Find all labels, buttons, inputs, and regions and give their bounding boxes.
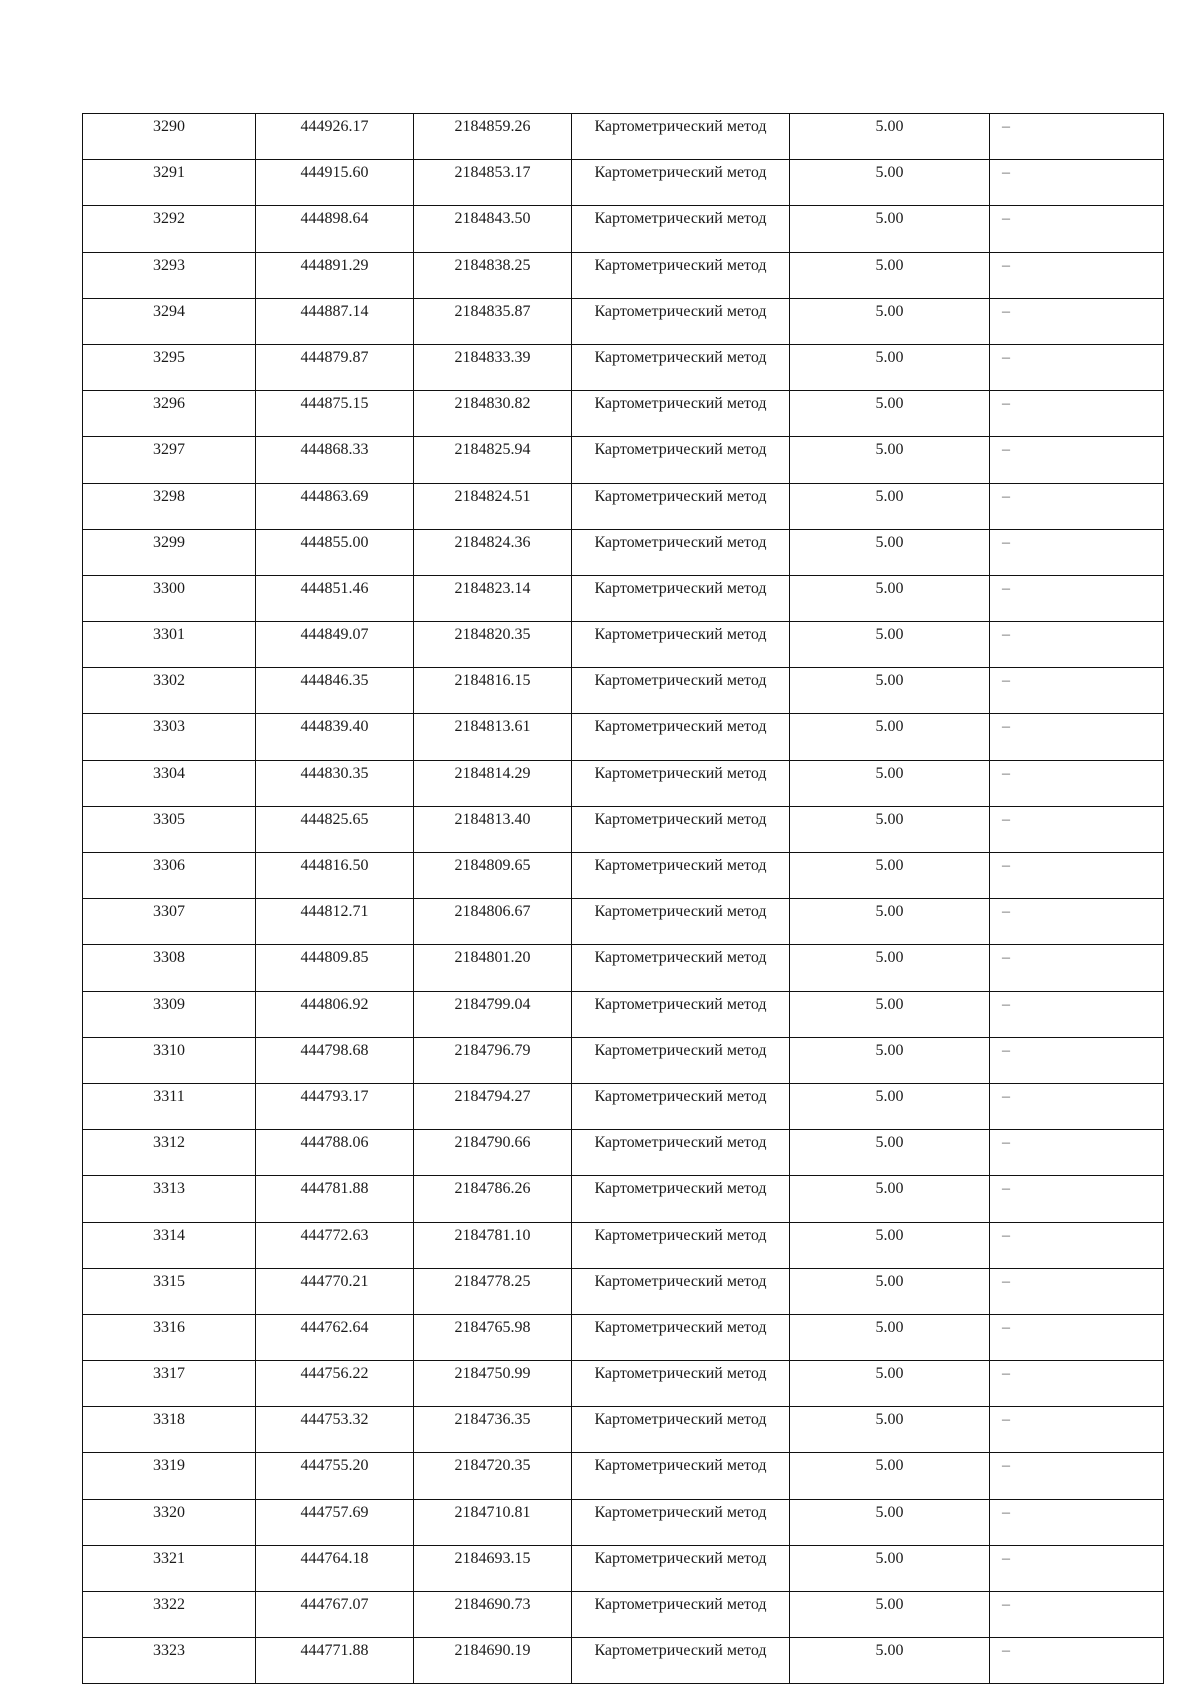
accuracy-cell: 5.00 (790, 114, 990, 160)
y-coordinate-cell: 2184799.04 (414, 991, 572, 1037)
note-cell: – (990, 1638, 1164, 1684)
point-number-cell: 3290 (83, 114, 256, 160)
point-number-cell: 3299 (83, 529, 256, 575)
y-coordinate-cell: 2184833.39 (414, 344, 572, 390)
y-coordinate-cell: 2184693.15 (414, 1545, 572, 1591)
note-cell: – (990, 483, 1164, 529)
note-cell: – (990, 1222, 1164, 1268)
y-coordinate-cell: 2184778.25 (414, 1268, 572, 1314)
note-cell: – (990, 1176, 1164, 1222)
note-cell: – (990, 1314, 1164, 1360)
point-number-cell: 3307 (83, 899, 256, 945)
table-body (83, 114, 1164, 1684)
accuracy-cell: 5.00 (790, 529, 990, 575)
note-cell: – (990, 853, 1164, 899)
table-row (83, 1592, 1164, 1638)
x-coordinate-cell: 444830.35 (256, 760, 414, 806)
accuracy-cell: 5.00 (790, 252, 990, 298)
x-coordinate-cell: 444788.06 (256, 1130, 414, 1176)
method-cell: Картометрический метод (572, 668, 790, 714)
method-cell: Картометрический метод (572, 1361, 790, 1407)
table-row (83, 344, 1164, 390)
accuracy-cell: 5.00 (790, 1407, 990, 1453)
x-coordinate-cell: 444798.68 (256, 1037, 414, 1083)
x-coordinate-cell: 444772.63 (256, 1222, 414, 1268)
y-coordinate-cell: 2184853.17 (414, 160, 572, 206)
y-coordinate-cell: 2184750.99 (414, 1361, 572, 1407)
point-number-cell: 3304 (83, 760, 256, 806)
accuracy-cell: 5.00 (790, 1083, 990, 1129)
table-row (83, 252, 1164, 298)
method-cell: Картометрический метод (572, 575, 790, 621)
x-coordinate-cell: 444855.00 (256, 529, 414, 575)
note-cell: – (990, 298, 1164, 344)
table-row (83, 1222, 1164, 1268)
table-row (83, 806, 1164, 852)
accuracy-cell: 5.00 (790, 760, 990, 806)
method-cell: Картометрический метод (572, 344, 790, 390)
y-coordinate-cell: 2184838.25 (414, 252, 572, 298)
table-row (83, 945, 1164, 991)
point-number-cell: 3295 (83, 344, 256, 390)
x-coordinate-cell: 444762.64 (256, 1314, 414, 1360)
x-coordinate-cell: 444816.50 (256, 853, 414, 899)
point-number-cell: 3321 (83, 1545, 256, 1591)
table-row (83, 1499, 1164, 1545)
table-row (83, 437, 1164, 483)
point-number-cell: 3319 (83, 1453, 256, 1499)
x-coordinate-cell: 444915.60 (256, 160, 414, 206)
table-row (83, 1638, 1164, 1684)
point-number-cell: 3309 (83, 991, 256, 1037)
accuracy-cell: 5.00 (790, 1037, 990, 1083)
note-cell: – (990, 1083, 1164, 1129)
table-row (83, 1176, 1164, 1222)
accuracy-cell: 5.00 (790, 391, 990, 437)
x-coordinate-cell: 444770.21 (256, 1268, 414, 1314)
accuracy-cell: 5.00 (790, 945, 990, 991)
point-number-cell: 3322 (83, 1592, 256, 1638)
x-coordinate-cell: 444809.85 (256, 945, 414, 991)
accuracy-cell: 5.00 (790, 1222, 990, 1268)
method-cell: Картометрический метод (572, 1083, 790, 1129)
accuracy-cell: 5.00 (790, 437, 990, 483)
method-cell: Картометрический метод (572, 483, 790, 529)
table-row (83, 991, 1164, 1037)
point-number-cell: 3320 (83, 1499, 256, 1545)
method-cell: Картометрический метод (572, 1314, 790, 1360)
x-coordinate-cell: 444891.29 (256, 252, 414, 298)
y-coordinate-cell: 2184801.20 (414, 945, 572, 991)
document-page (82, 113, 1163, 1684)
method-cell: Картометрический метод (572, 206, 790, 252)
note-cell: – (990, 114, 1164, 160)
x-coordinate-cell: 444757.69 (256, 1499, 414, 1545)
table-row (83, 160, 1164, 206)
table-row (83, 114, 1164, 160)
x-coordinate-cell: 444753.32 (256, 1407, 414, 1453)
method-cell: Картометрический метод (572, 391, 790, 437)
point-number-cell: 3317 (83, 1361, 256, 1407)
x-coordinate-cell: 444849.07 (256, 622, 414, 668)
y-coordinate-cell: 2184790.66 (414, 1130, 572, 1176)
method-cell: Картометрический метод (572, 1176, 790, 1222)
note-cell: – (990, 1130, 1164, 1176)
method-cell: Картометрический метод (572, 760, 790, 806)
note-cell: – (990, 1453, 1164, 1499)
point-number-cell: 3294 (83, 298, 256, 344)
y-coordinate-cell: 2184796.79 (414, 1037, 572, 1083)
point-number-cell: 3293 (83, 252, 256, 298)
method-cell: Картометрический метод (572, 114, 790, 160)
y-coordinate-cell: 2184859.26 (414, 114, 572, 160)
point-number-cell: 3297 (83, 437, 256, 483)
method-cell: Картометрический метод (572, 806, 790, 852)
table-row (83, 391, 1164, 437)
accuracy-cell: 5.00 (790, 806, 990, 852)
x-coordinate-cell: 444875.15 (256, 391, 414, 437)
point-number-cell: 3298 (83, 483, 256, 529)
x-coordinate-cell: 444863.69 (256, 483, 414, 529)
method-cell: Картометрический метод (572, 1268, 790, 1314)
method-cell: Картометрический метод (572, 1130, 790, 1176)
accuracy-cell: 5.00 (790, 1314, 990, 1360)
y-coordinate-cell: 2184813.61 (414, 714, 572, 760)
method-cell: Картометрический метод (572, 252, 790, 298)
table-row (83, 622, 1164, 668)
point-number-cell: 3305 (83, 806, 256, 852)
y-coordinate-cell: 2184765.98 (414, 1314, 572, 1360)
note-cell: – (990, 206, 1164, 252)
method-cell: Картометрический метод (572, 1407, 790, 1453)
note-cell: – (990, 391, 1164, 437)
note-cell: – (990, 668, 1164, 714)
note-cell: – (990, 1268, 1164, 1314)
note-cell: – (990, 1361, 1164, 1407)
point-number-cell: 3314 (83, 1222, 256, 1268)
y-coordinate-cell: 2184824.36 (414, 529, 572, 575)
note-cell: – (990, 160, 1164, 206)
method-cell: Картометрический метод (572, 1499, 790, 1545)
x-coordinate-cell: 444793.17 (256, 1083, 414, 1129)
point-number-cell: 3300 (83, 575, 256, 621)
table-row (83, 1361, 1164, 1407)
table-row (83, 1314, 1164, 1360)
note-cell: – (990, 437, 1164, 483)
x-coordinate-cell: 444887.14 (256, 298, 414, 344)
method-cell: Картометрический метод (572, 945, 790, 991)
table-row (83, 1453, 1164, 1499)
method-cell: Картометрический метод (572, 1545, 790, 1591)
y-coordinate-cell: 2184843.50 (414, 206, 572, 252)
accuracy-cell: 5.00 (790, 1130, 990, 1176)
coordinates-table (82, 113, 1164, 1684)
table-row (83, 853, 1164, 899)
x-coordinate-cell: 444868.33 (256, 437, 414, 483)
table-row (83, 575, 1164, 621)
point-number-cell: 3316 (83, 1314, 256, 1360)
accuracy-cell: 5.00 (790, 1268, 990, 1314)
note-cell: – (990, 806, 1164, 852)
y-coordinate-cell: 2184814.29 (414, 760, 572, 806)
y-coordinate-cell: 2184786.26 (414, 1176, 572, 1222)
x-coordinate-cell: 444898.64 (256, 206, 414, 252)
point-number-cell: 3318 (83, 1407, 256, 1453)
y-coordinate-cell: 2184825.94 (414, 437, 572, 483)
accuracy-cell: 5.00 (790, 344, 990, 390)
y-coordinate-cell: 2184830.82 (414, 391, 572, 437)
method-cell: Картометрический метод (572, 1037, 790, 1083)
x-coordinate-cell: 444806.92 (256, 991, 414, 1037)
y-coordinate-cell: 2184794.27 (414, 1083, 572, 1129)
accuracy-cell: 5.00 (790, 483, 990, 529)
accuracy-cell: 5.00 (790, 1361, 990, 1407)
table-row (83, 714, 1164, 760)
table-row (83, 206, 1164, 252)
table-row (83, 668, 1164, 714)
accuracy-cell: 5.00 (790, 899, 990, 945)
table-row (83, 483, 1164, 529)
y-coordinate-cell: 2184736.35 (414, 1407, 572, 1453)
x-coordinate-cell: 444846.35 (256, 668, 414, 714)
note-cell: – (990, 991, 1164, 1037)
accuracy-cell: 5.00 (790, 1499, 990, 1545)
note-cell: – (990, 714, 1164, 760)
accuracy-cell: 5.00 (790, 206, 990, 252)
table-row (83, 899, 1164, 945)
point-number-cell: 3306 (83, 853, 256, 899)
point-number-cell: 3315 (83, 1268, 256, 1314)
method-cell: Картометрический метод (572, 160, 790, 206)
y-coordinate-cell: 2184809.65 (414, 853, 572, 899)
note-cell: – (990, 1499, 1164, 1545)
note-cell: – (990, 1037, 1164, 1083)
point-number-cell: 3296 (83, 391, 256, 437)
table-row (83, 1545, 1164, 1591)
x-coordinate-cell: 444825.65 (256, 806, 414, 852)
x-coordinate-cell: 444839.40 (256, 714, 414, 760)
y-coordinate-cell: 2184690.19 (414, 1638, 572, 1684)
method-cell: Картометрический метод (572, 622, 790, 668)
table-row (83, 1037, 1164, 1083)
x-coordinate-cell: 444771.88 (256, 1638, 414, 1684)
accuracy-cell: 5.00 (790, 1545, 990, 1591)
accuracy-cell: 5.00 (790, 1176, 990, 1222)
accuracy-cell: 5.00 (790, 991, 990, 1037)
note-cell: – (990, 622, 1164, 668)
method-cell: Картометрический метод (572, 899, 790, 945)
method-cell: Картометрический метод (572, 1638, 790, 1684)
accuracy-cell: 5.00 (790, 298, 990, 344)
method-cell: Картометрический метод (572, 529, 790, 575)
accuracy-cell: 5.00 (790, 1592, 990, 1638)
point-number-cell: 3302 (83, 668, 256, 714)
y-coordinate-cell: 2184781.10 (414, 1222, 572, 1268)
y-coordinate-cell: 2184690.73 (414, 1592, 572, 1638)
note-cell: – (990, 1592, 1164, 1638)
note-cell: – (990, 252, 1164, 298)
x-coordinate-cell: 444812.71 (256, 899, 414, 945)
point-number-cell: 3310 (83, 1037, 256, 1083)
y-coordinate-cell: 2184824.51 (414, 483, 572, 529)
table-row (83, 760, 1164, 806)
point-number-cell: 3292 (83, 206, 256, 252)
accuracy-cell: 5.00 (790, 1453, 990, 1499)
table-row (83, 298, 1164, 344)
table-row (83, 529, 1164, 575)
table-row (83, 1407, 1164, 1453)
accuracy-cell: 5.00 (790, 622, 990, 668)
x-coordinate-cell: 444767.07 (256, 1592, 414, 1638)
accuracy-cell: 5.00 (790, 668, 990, 714)
point-number-cell: 3308 (83, 945, 256, 991)
accuracy-cell: 5.00 (790, 575, 990, 621)
accuracy-cell: 5.00 (790, 853, 990, 899)
accuracy-cell: 5.00 (790, 160, 990, 206)
note-cell: – (990, 1545, 1164, 1591)
method-cell: Картометрический метод (572, 853, 790, 899)
y-coordinate-cell: 2184820.35 (414, 622, 572, 668)
method-cell: Картометрический метод (572, 437, 790, 483)
x-coordinate-cell: 444926.17 (256, 114, 414, 160)
table-row (83, 1130, 1164, 1176)
y-coordinate-cell: 2184835.87 (414, 298, 572, 344)
x-coordinate-cell: 444851.46 (256, 575, 414, 621)
method-cell: Картометрический метод (572, 298, 790, 344)
method-cell: Картометрический метод (572, 991, 790, 1037)
point-number-cell: 3303 (83, 714, 256, 760)
note-cell: – (990, 529, 1164, 575)
point-number-cell: 3312 (83, 1130, 256, 1176)
note-cell: – (990, 344, 1164, 390)
note-cell: – (990, 1407, 1164, 1453)
point-number-cell: 3311 (83, 1083, 256, 1129)
point-number-cell: 3323 (83, 1638, 256, 1684)
x-coordinate-cell: 444879.87 (256, 344, 414, 390)
note-cell: – (990, 760, 1164, 806)
point-number-cell: 3301 (83, 622, 256, 668)
table-row (83, 1268, 1164, 1314)
note-cell: – (990, 945, 1164, 991)
table-row (83, 1083, 1164, 1129)
y-coordinate-cell: 2184823.14 (414, 575, 572, 621)
y-coordinate-cell: 2184806.67 (414, 899, 572, 945)
point-number-cell: 3291 (83, 160, 256, 206)
method-cell: Картометрический метод (572, 1592, 790, 1638)
accuracy-cell: 5.00 (790, 714, 990, 760)
note-cell: – (990, 899, 1164, 945)
method-cell: Картометрический метод (572, 714, 790, 760)
point-number-cell: 3313 (83, 1176, 256, 1222)
method-cell: Картометрический метод (572, 1453, 790, 1499)
y-coordinate-cell: 2184720.35 (414, 1453, 572, 1499)
x-coordinate-cell: 444755.20 (256, 1453, 414, 1499)
method-cell: Картометрический метод (572, 1222, 790, 1268)
y-coordinate-cell: 2184816.15 (414, 668, 572, 714)
note-cell: – (990, 575, 1164, 621)
y-coordinate-cell: 2184813.40 (414, 806, 572, 852)
accuracy-cell: 5.00 (790, 1638, 990, 1684)
x-coordinate-cell: 444764.18 (256, 1545, 414, 1591)
x-coordinate-cell: 444756.22 (256, 1361, 414, 1407)
y-coordinate-cell: 2184710.81 (414, 1499, 572, 1545)
x-coordinate-cell: 444781.88 (256, 1176, 414, 1222)
